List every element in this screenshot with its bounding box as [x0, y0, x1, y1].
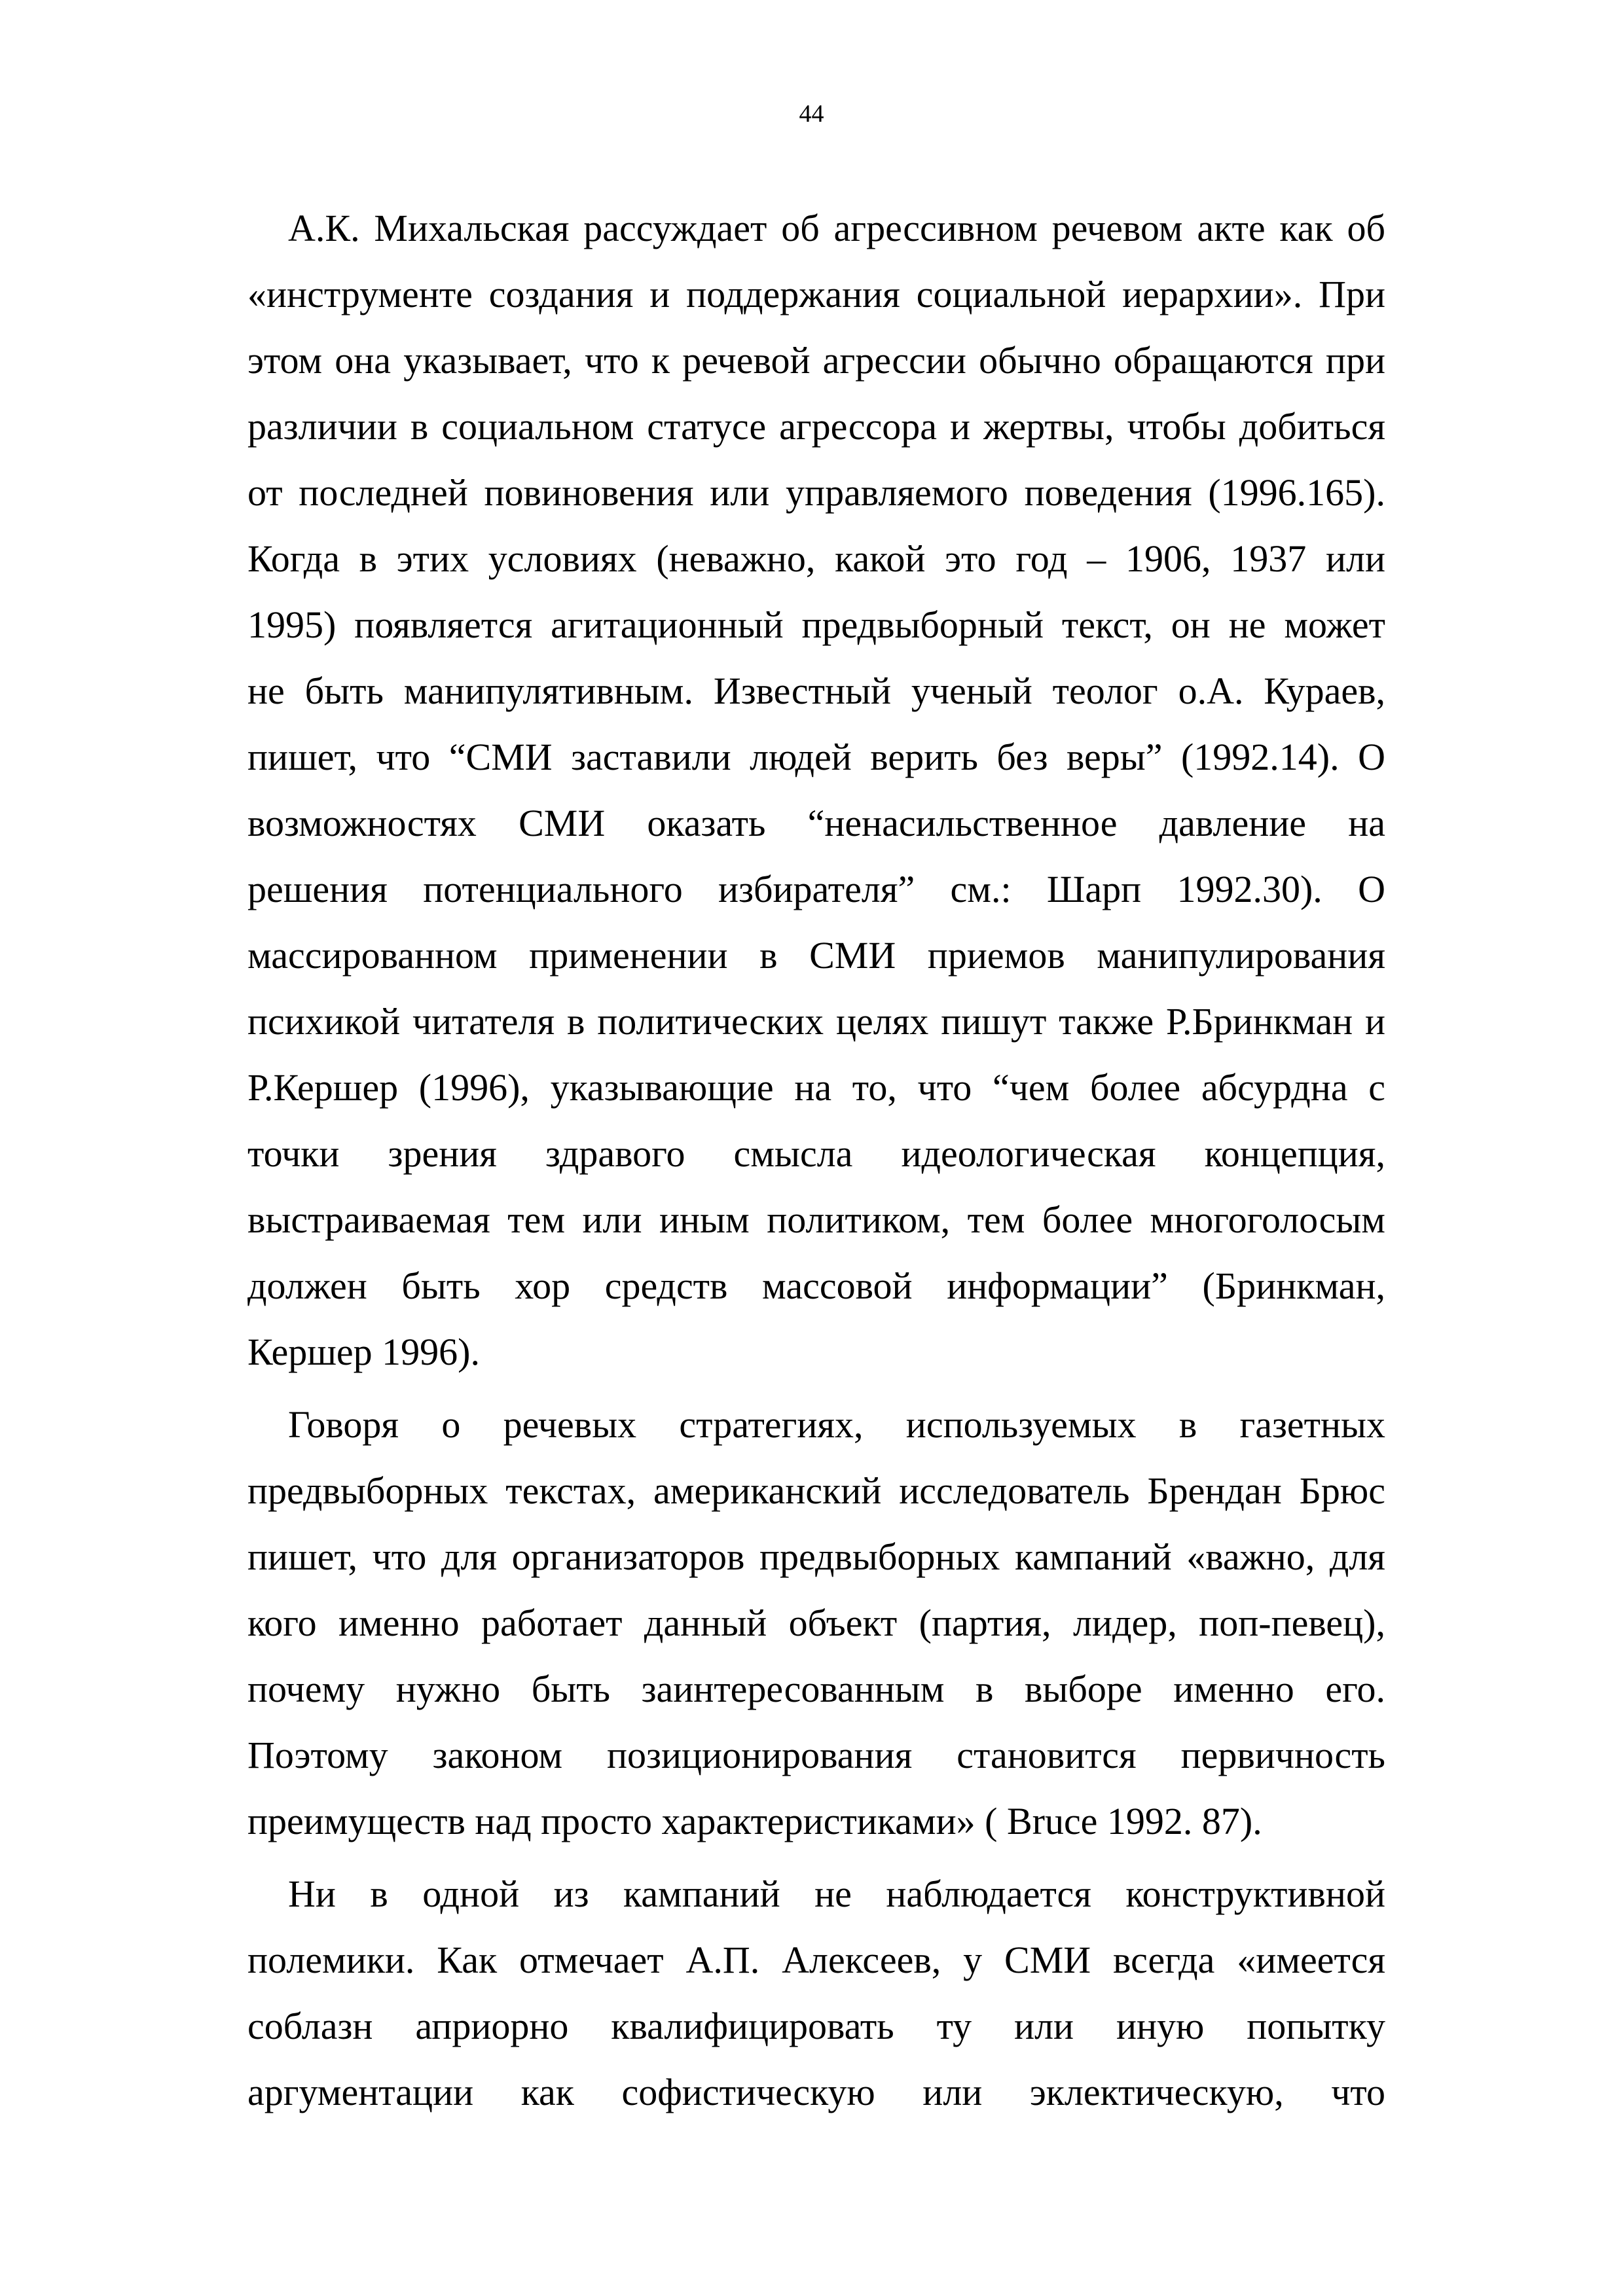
- text-line: пишет, что для организаторов предвыборных кампаний «важно, для: [247, 1535, 1385, 1578]
- text-line: 1995) появляется агитационный предвыборный текст, он не может: [247, 603, 1385, 646]
- text-line: не быть манипулятивным. Известный ученый теолог о.А. Кураев,: [247, 670, 1385, 712]
- text-line: Поэтому законом позиционирования становится первичность: [247, 1734, 1385, 1776]
- text-line: пишет, что “СМИ заставили людей верить без веры” (1992.14). О: [247, 736, 1385, 778]
- text-line: психикой читателя в политических целях пишут также Р.Бринкман и: [247, 1000, 1385, 1043]
- text-line: Когда в этих условиях (неважно, какой это год – 1906, 1937 или: [247, 537, 1385, 580]
- text-line: должен быть хор средств массовой информации” (Бринкман,: [247, 1265, 1385, 1307]
- text-line: массированном применении в СМИ приемов манипулирования: [247, 934, 1385, 977]
- text-line: Кершер 1996).: [247, 1331, 480, 1373]
- text-line: аргументации как софистическую или эклектическую, что: [247, 2071, 1385, 2113]
- text-line: «инструменте создания и поддержания социальной иерархии». При: [247, 273, 1385, 315]
- page-number: 44: [799, 100, 824, 128]
- text-line: возможностях СМИ оказать “ненасильственное давление на: [247, 802, 1385, 844]
- text-line: преимуществ над просто характеристиками» ( Bruce 1992. 87).: [247, 1800, 1262, 1842]
- text-line: различии в социальном статусе агрессора и жертвы, чтобы добиться: [247, 405, 1385, 448]
- text-line: Говоря о речевых стратегиях, используемых в газетных: [288, 1403, 1385, 1446]
- text-line: почему нужно быть заинтересованным в выборе именно его.: [247, 1668, 1385, 1710]
- text-line: Р.Кершер (1996), указывающие на то, что “чем более абсурдна с: [247, 1066, 1385, 1109]
- text-line: А.К. Михальская рассуждает об агрессивном речевом акте как об: [288, 207, 1385, 249]
- text-line: этом она указывает, что к речевой агрессии обычно обращаются при: [247, 339, 1385, 382]
- document-body: [247, 195, 1385, 2125]
- text-line: от последней повиновения или управляемого поведения (1996.165).: [247, 471, 1385, 514]
- text-line: Ни в одной из кампаний не наблюдается конструктивной: [288, 1873, 1385, 1915]
- text-line: кого именно работает данный объект (партия, лидер, поп-певец),: [247, 1602, 1385, 1644]
- text-line: соблазн априорно квалифицировать ту или иную попытку: [247, 2005, 1385, 2047]
- text-line: выстраиваемая тем или иным политиком, тем более многоголосым: [247, 1198, 1385, 1241]
- text-line: полемики. Как отмечает А.П. Алексеев, у СМИ всегда «имеется: [247, 1939, 1385, 1981]
- text-line: предвыборных текстах, американский исследователь Брендан Брюс: [247, 1469, 1385, 1512]
- text-line: решения потенциального избирателя” см.: Шарп 1992.30). О: [247, 868, 1385, 910]
- text-line: точки зрения здравого смысла идеологическая концепция,: [247, 1132, 1385, 1175]
